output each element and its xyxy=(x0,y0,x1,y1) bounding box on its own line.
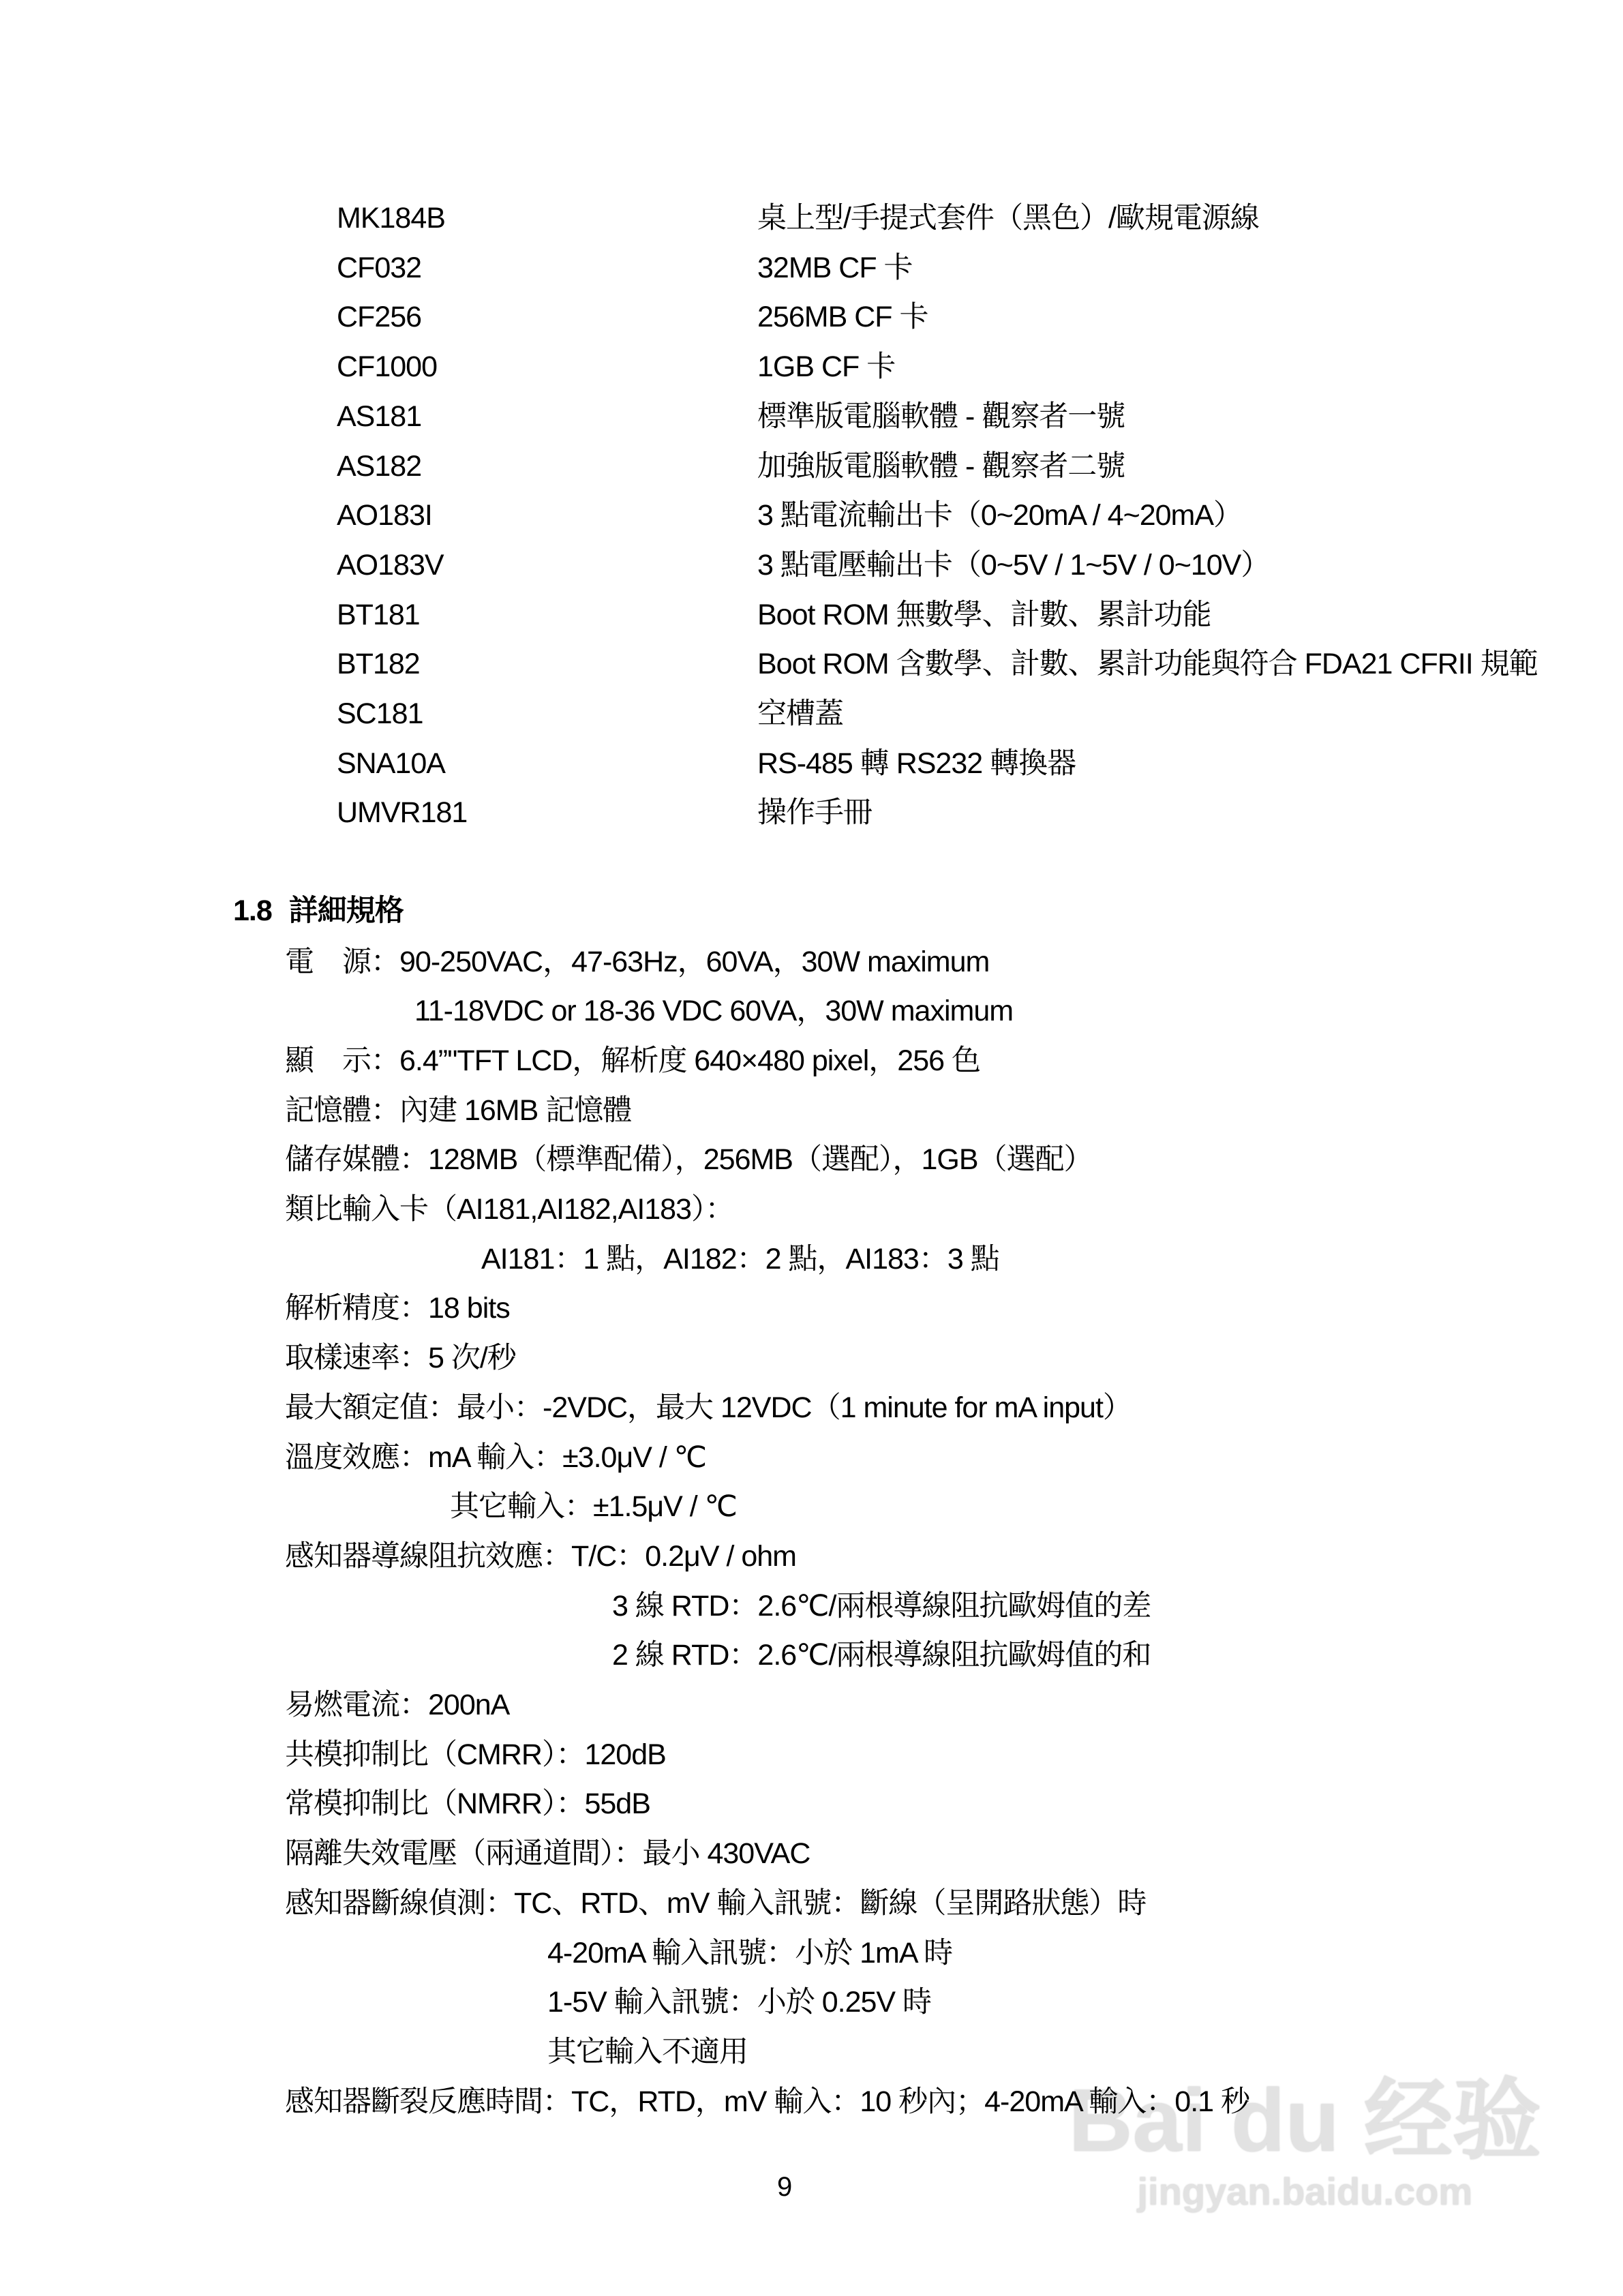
spec-line: 隔離失效電壓（兩通道間）：最小 430VAC xyxy=(285,1837,810,1871)
accessory-description: Boot ROM 含數學、計數、累計功能與符合 FDA21 CFRII 規範 xyxy=(757,648,1538,681)
spec-line: 感知器斷線偵測：TC、RTD、mV 輸入訊號：斷線（呈開路狀態）時 xyxy=(285,1886,1147,1920)
spec-line: AI181：1 點，AI182：2 點，AI183：3 點 xyxy=(481,1242,999,1275)
accessory-code: BT182 xyxy=(337,648,420,681)
accessory-description: Boot ROM 無數學、計數、累計功能 xyxy=(757,598,1211,631)
spec-line: 感知器斷裂反應時間：TC，RTD，mV 輸入：10 秒內；4-20mA 輸入：0.1 秒 xyxy=(285,2085,1249,2118)
accessory-description: 3 點電流輸出卡（0~20mA / 4~20mA） xyxy=(757,499,1243,532)
accessory-code: AS181 xyxy=(337,399,422,433)
spec-line: 電 源：90-250VAC，47-63Hz，60VA，30W maximum xyxy=(285,945,990,978)
accessory-description: 桌上型/手提式套件（黑色）/歐規電源線 xyxy=(757,202,1259,235)
spec-line: 儲存媒體：128MB（標準配備），256MB（選配），1GB（選配） xyxy=(285,1143,1093,1177)
accessory-code: MK184B xyxy=(337,202,445,235)
spec-line: 顯 示：6.4”"TFT LCD，解析度 640×480 pixel，256 色 xyxy=(285,1044,980,1077)
accessory-code: CF256 xyxy=(337,301,422,334)
accessory-code: BT181 xyxy=(337,598,420,631)
spec-line: 4-20mA 輸入訊號：小於 1mA 時 xyxy=(547,1936,953,1969)
spec-line: 溫度效應：mA 輸入：±3.0μV / ℃ xyxy=(285,1440,707,1474)
accessory-code: AO183V xyxy=(337,548,444,581)
section-title: 詳細規格 xyxy=(288,894,404,927)
accessory-description: 操作手冊 xyxy=(757,796,872,830)
spec-line: 共模抑制比（CMRR）：120dB xyxy=(285,1738,666,1771)
accessory-description: RS-485 轉 RS232 轉換器 xyxy=(757,746,1076,780)
spec-line: 2 線 RTD：2.6℃/兩根導線阻抗歐姆值的和 xyxy=(612,1639,1151,1672)
spec-line: 解析精度：18 bits xyxy=(285,1292,510,1325)
accessory-description: 標準版電腦軟體 - 觀察者一號 xyxy=(757,399,1125,433)
accessory-code: CF032 xyxy=(337,251,422,284)
accessory-description: 1GB CF 卡 xyxy=(757,350,896,384)
section-number: 1.8 xyxy=(233,894,272,927)
accessory-code: SNA10A xyxy=(337,746,445,780)
watermark-url: jingyan.baidu.com xyxy=(1137,2170,1473,2213)
accessory-code: AS182 xyxy=(337,449,422,483)
accessory-code: SC181 xyxy=(337,697,423,730)
spec-line: 類比輸入卡（AI181,AI182,AI183）： xyxy=(285,1193,734,1226)
accessory-description: 3 點電壓輸出卡（0~5V / 1~5V / 0~10V） xyxy=(757,548,1270,581)
accessory-code: AO183I xyxy=(337,499,432,532)
spec-line: 感知器導線阻抗效應：T/C：0.2μV / ohm xyxy=(285,1539,796,1573)
spec-line: 其它輸入：±1.5μV / ℃ xyxy=(450,1490,737,1524)
section-heading xyxy=(233,886,404,936)
accessory-description: 32MB CF 卡 xyxy=(757,251,913,284)
spec-line: 記憶體：內建 16MB 記憶體 xyxy=(285,1093,632,1127)
accessory-code: CF1000 xyxy=(337,350,437,384)
accessory-description: 空槽蓋 xyxy=(757,697,843,730)
accessory-description: 256MB CF 卡 xyxy=(757,301,928,334)
spec-line: 3 線 RTD：2.6℃/兩根導線阻抗歐姆值的差 xyxy=(612,1589,1151,1622)
spec-line: 11-18VDC or 18-36 VDC 60VA，30W maximum xyxy=(414,995,1014,1028)
spec-line: 取樣速率：5 次/秒 xyxy=(285,1342,516,1375)
spec-line: 其它輸入不適用 xyxy=(547,2035,748,2068)
accessory-code: UMVR181 xyxy=(337,796,468,830)
spec-line: 常模抑制比（NMRR）：55dB xyxy=(285,1787,650,1821)
spec-line: 最大額定值：最小：-2VDC，最大 12VDC（1 minute for mA input） xyxy=(285,1391,1132,1424)
accessory-description: 加強版電腦軟體 - 觀察者二號 xyxy=(757,449,1125,483)
page-number: 9 xyxy=(777,2172,793,2202)
watermark-brand: Bai du 经验 xyxy=(1068,2070,1541,2170)
spec-line: 1-5V 輸入訊號：小於 0.25V 時 xyxy=(547,1986,932,2019)
spec-line: 易燃電流：200nA xyxy=(285,1689,510,1721)
